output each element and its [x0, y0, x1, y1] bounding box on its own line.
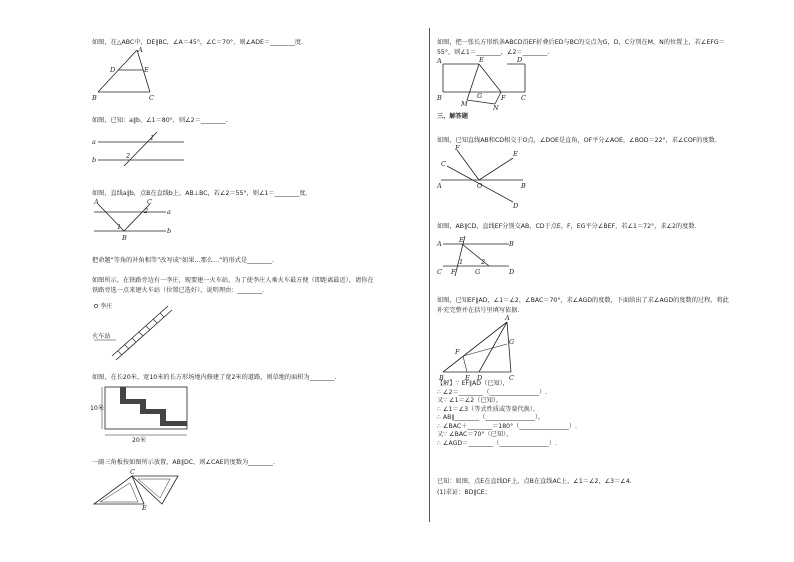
- svg-text:E: E: [459, 236, 464, 244]
- svg-text:E: E: [142, 504, 147, 512]
- question-8-line2: 55°，则∠1＝________，∠2＝________.: [437, 49, 550, 56]
- svg-text:C: C: [509, 374, 514, 382]
- svg-text:C: C: [437, 268, 442, 276]
- question-3-text: 如图，直线a∥b，点B在直线b上，AB⊥BC，若∠2＝55°，则∠1＝________度.: [92, 190, 308, 197]
- svg-text:B: B: [521, 182, 526, 190]
- triangle-abc-figure: [92, 48, 162, 106]
- question-2-text: 如图，已知：a∥b，∠1＝80°，则∠2＝________.: [92, 117, 228, 124]
- svg-text:B: B: [437, 94, 442, 102]
- svg-text:1: 1: [459, 258, 464, 266]
- svg-text:C: C: [149, 94, 154, 102]
- svg-text:D: D: [509, 268, 515, 276]
- proof-line: 又∵ ∠BAC＝70°（已知），: [437, 431, 513, 438]
- svg-text:O: O: [477, 182, 483, 190]
- svg-text:G: G: [477, 92, 483, 100]
- column-divider: [429, 28, 430, 522]
- proof-line: ∴ ∠AGD＝________（________________）.: [437, 439, 557, 447]
- question-4-text: 把命题“等角的补角相等”改写成“如果…那么…”的形式是________.: [92, 257, 274, 264]
- question-5-line1: 如图所示，在铁路旁边有一李庄，现要建一火车站，为了使李庄人乘火车最方便（即距离最近），请你在: [92, 277, 374, 284]
- svg-text:C: C: [147, 198, 152, 206]
- svg-text:B: B: [122, 234, 127, 242]
- question-7-text: 一副三角板按如图所示放置，AB∥DC，则∠CAE的度数为________.: [92, 459, 275, 466]
- svg-text:G: G: [475, 268, 481, 276]
- svg-text:A: A: [138, 46, 143, 54]
- svg-text:N: N: [493, 104, 499, 112]
- folded-paper-figure: [437, 58, 532, 110]
- question-12-line1: 已知：如图，点E在直线DF上，点B在直线AC上，∠1＝∠2，∠3＝∠4.: [437, 478, 632, 485]
- svg-text:F: F: [455, 348, 460, 356]
- station-label: 火车站: [92, 333, 111, 340]
- svg-text:1: 1: [150, 134, 155, 142]
- question-9-text: 如图，已知直线AB和CD相交于O点，∠DOE是直角，OF平分∠AOE，∠BOD＝22°，求∠COF的度数.: [437, 137, 717, 144]
- rectangle-road-figure: [100, 385, 190, 443]
- set-square-figure: [92, 470, 184, 510]
- proof-line: 又∵ ∠1＝∠2（已知），: [437, 397, 503, 404]
- svg-text:B: B: [509, 240, 514, 248]
- village-label: 李庄: [100, 303, 113, 310]
- svg-text:F: F: [455, 144, 460, 152]
- question-8-line1: 如图，把一张长方形纸条ABCD沿EF折叠后ED与BC的交点为G，D，C分别在M，N的位置上，若∠EFG＝: [437, 39, 725, 46]
- svg-text:2: 2: [144, 207, 149, 215]
- svg-text:A: A: [505, 314, 510, 322]
- svg-text:2: 2: [481, 258, 486, 266]
- svg-text:E: E: [465, 374, 470, 382]
- svg-text:D: D: [477, 374, 483, 382]
- svg-text:b: b: [92, 156, 97, 164]
- svg-text:M: M: [461, 100, 468, 108]
- proof-block: [437, 380, 577, 448]
- proof-line: ∴ AB∥________（________________），: [437, 414, 545, 421]
- svg-text:A: A: [437, 240, 442, 248]
- svg-text:b: b: [167, 227, 172, 235]
- svg-text:2: 2: [126, 152, 131, 160]
- triangle-efad-figure: [437, 314, 522, 382]
- proof-line: ∴ ∠1＝∠3（等式性质或等量代换），: [437, 405, 540, 413]
- svg-text:F: F: [451, 268, 456, 276]
- svg-text:A: A: [437, 182, 442, 190]
- question-11-line2: 补充完整并在括号里填写依据.: [437, 307, 520, 314]
- perpendicular-figure: [92, 198, 172, 240]
- proof-line: ∴ ∠BAC＋________＝180°（________________）.: [437, 422, 578, 430]
- svg-text:D: D: [110, 66, 116, 74]
- svg-text:F: F: [501, 94, 506, 102]
- svg-text:G: G: [509, 338, 515, 346]
- question-1-text: 如图，在△ABC中，DE∥BC，∠A＝45°，∠C＝70°，则∠ADE＝________度.: [92, 39, 304, 46]
- svg-text:B: B: [439, 374, 444, 382]
- svg-text:B: B: [92, 94, 97, 102]
- parallel-lines-figure: [92, 130, 187, 170]
- svg-text:A: A: [437, 57, 442, 65]
- svg-text:D: D: [517, 56, 523, 64]
- question-10-text: 如图，AB∥CD，直线EF分别交AB，CD于点E，F，EG平分∠BEF，若∠1＝72°，求∠2的度数.: [437, 223, 697, 230]
- svg-text:E: E: [479, 56, 484, 64]
- transversal-figure: [437, 232, 517, 280]
- svg-text:E: E: [144, 66, 149, 74]
- question-6-text: 如图，在长20米，宽10米的长方形场地内修建了宽2米的道路，则草地的面积为________.: [92, 374, 337, 381]
- svg-text:1: 1: [117, 223, 122, 231]
- svg-text:a: a: [92, 138, 96, 146]
- width-label: 20米: [132, 437, 147, 444]
- question-11-line1: 如图，已知EF∥AD，∠1＝∠2，∠BAC＝70°，求∠AGD的度数，下面给出了求∠AGD的度数的过程，将此: [437, 297, 729, 304]
- proof-line: 【解】∵ EF∥AD（已知），: [437, 380, 509, 387]
- proof-line: ∴ ∠2＝________（________________）.: [437, 388, 548, 396]
- svg-text:E: E: [513, 150, 518, 158]
- section-heading: 三、解答题: [437, 113, 468, 120]
- question-5-line2: 铁路旁选一点来建火车站（位置已选好），说明理由：________.: [92, 287, 265, 294]
- height-label: 10米: [90, 405, 105, 412]
- svg-text:A: A: [94, 198, 99, 206]
- svg-text:C: C: [521, 94, 526, 102]
- svg-text:a: a: [167, 208, 171, 216]
- svg-text:C: C: [441, 160, 446, 168]
- question-12-line2: (1)求证：BD∥CE；: [437, 489, 491, 496]
- svg-text:C: C: [130, 468, 135, 476]
- svg-text:D: D: [513, 202, 519, 210]
- intersecting-lines-figure: [437, 144, 527, 210]
